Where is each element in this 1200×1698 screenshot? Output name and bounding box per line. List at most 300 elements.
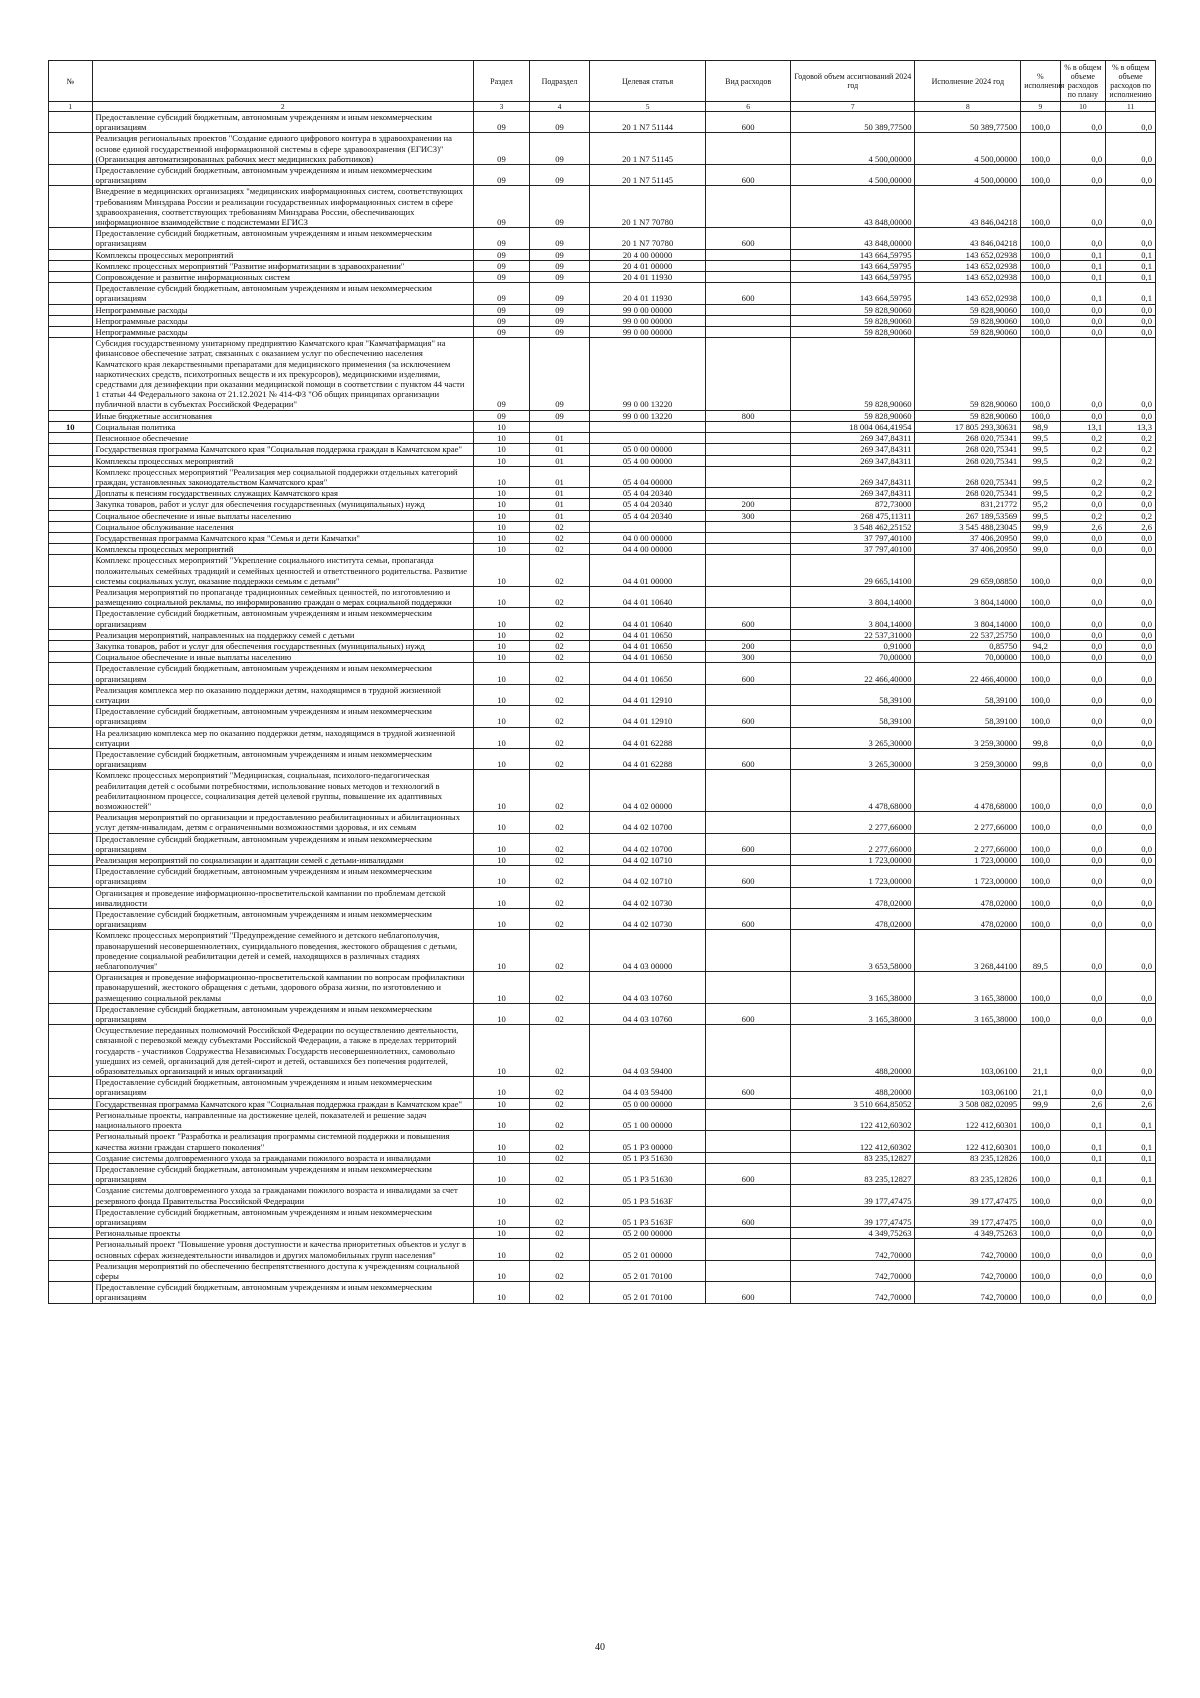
pct-share-exec-cell: 0,0 xyxy=(1106,930,1156,972)
annual-amount-cell: 742,70000 xyxy=(791,1260,915,1281)
section-cell: 10 xyxy=(473,544,529,555)
pct-execution-cell: 100,0 xyxy=(1021,249,1060,260)
pct-execution-cell: 100,0 xyxy=(1021,629,1060,640)
row-number-cell: 10 xyxy=(49,421,93,432)
pct-share-exec-cell: 0,1 xyxy=(1106,272,1156,283)
target-article-cell: 20 1 N7 51144 xyxy=(590,112,706,133)
pct-share-exec-cell: 13,3 xyxy=(1106,421,1156,432)
annual-amount-cell: 4 500,00000 xyxy=(791,133,915,165)
annual-amount-cell: 143 664,59795 xyxy=(791,272,915,283)
pct-execution-cell: 21,1 xyxy=(1021,1025,1060,1077)
execution-amount-cell: 103,06100 xyxy=(915,1077,1021,1098)
row-number-cell xyxy=(49,1260,93,1281)
execution-amount-cell: 37 406,20950 xyxy=(915,544,1021,555)
row-number-cell xyxy=(49,327,93,338)
annual-amount-cell: 488,20000 xyxy=(791,1025,915,1077)
pct-share-plan-cell: 0,0 xyxy=(1060,499,1106,510)
pct-share-plan-cell: 0,0 xyxy=(1060,833,1106,854)
pct-share-plan-cell: 0,0 xyxy=(1060,327,1106,338)
pct-share-plan-cell: 0,1 xyxy=(1060,1163,1106,1184)
target-article-cell: 04 4 01 10650 xyxy=(590,652,706,663)
annual-amount-cell: 122 412,60302 xyxy=(791,1109,915,1130)
pct-share-plan-cell: 0,0 xyxy=(1060,410,1106,421)
target-article-cell: 99 0 00 13220 xyxy=(590,410,706,421)
target-article-cell: 04 4 03 10760 xyxy=(590,972,706,1004)
budget-table-sheet xyxy=(48,60,1156,1304)
row-name-cell: Предоставление субсидий бюджетным, автономным учреждениям и иным некоммерческим организациям xyxy=(92,663,473,684)
row-number-cell xyxy=(49,663,93,684)
table-row xyxy=(49,421,1156,432)
target-article-cell: 05 2 01 70100 xyxy=(590,1282,706,1303)
execution-amount-cell: 143 652,02938 xyxy=(915,249,1021,260)
table-row xyxy=(49,866,1156,887)
pct-share-plan-cell: 0,1 xyxy=(1060,1152,1106,1163)
table-row xyxy=(49,909,1156,930)
table-row xyxy=(49,304,1156,315)
pct-execution-cell: 99,0 xyxy=(1021,532,1060,543)
execution-amount-cell: 143 652,02938 xyxy=(915,283,1021,304)
row-number-cell xyxy=(49,748,93,769)
target-article-cell: 05 4 04 20340 xyxy=(590,488,706,499)
pct-share-plan-cell: 0,2 xyxy=(1060,510,1106,521)
annual-amount-cell: 269 347,84311 xyxy=(791,455,915,466)
row-number-cell xyxy=(49,410,93,421)
execution-amount-cell: 2 277,66000 xyxy=(915,833,1021,854)
annual-amount-cell: 3 165,38000 xyxy=(791,1003,915,1024)
pct-share-exec-cell: 0,1 xyxy=(1106,260,1156,271)
section-cell: 09 xyxy=(473,410,529,421)
subsection-cell: 02 xyxy=(529,1185,589,1206)
execution-amount-cell: 122 412,60301 xyxy=(915,1131,1021,1152)
row-name-cell: Региональный проект "Повышение уровня доступности и качества приоритетных объектов и услуг в основных сферах жизнедеятельности инвалидов и других маломобильных групп населения" xyxy=(92,1239,473,1260)
pct-share-plan-cell: 0,0 xyxy=(1060,1025,1106,1077)
annual-amount-cell: 3 265,30000 xyxy=(791,748,915,769)
subsection-cell: 02 xyxy=(529,532,589,543)
table-row xyxy=(49,532,1156,543)
row-number-cell xyxy=(49,488,93,499)
pct-execution-cell: 100,0 xyxy=(1021,304,1060,315)
target-article-cell: 04 4 03 59400 xyxy=(590,1025,706,1077)
pct-share-exec-cell: 0,0 xyxy=(1106,338,1156,410)
row-number-cell xyxy=(49,1131,93,1152)
row-name-cell: Региональные проекты, направленные на достижение целей, показателей и решение задач национального проекта xyxy=(92,1109,473,1130)
pct-execution-cell: 100,0 xyxy=(1021,555,1060,587)
pct-share-plan-cell: 0,0 xyxy=(1060,544,1106,555)
section-cell: 09 xyxy=(473,260,529,271)
pct-execution-cell: 99,8 xyxy=(1021,748,1060,769)
pct-execution-cell: 100,0 xyxy=(1021,855,1060,866)
pct-share-plan-cell: 0,0 xyxy=(1060,652,1106,663)
subsection-cell: 02 xyxy=(529,833,589,854)
row-number-cell xyxy=(49,510,93,521)
row-name-cell: Социальная политика xyxy=(92,421,473,432)
target-article-cell: 04 4 02 10730 xyxy=(590,887,706,908)
expense-type-cell: 600 xyxy=(706,165,791,186)
expense-type-cell: 600 xyxy=(706,1003,791,1024)
row-number-cell xyxy=(49,866,93,887)
execution-amount-cell: 4 500,00000 xyxy=(915,133,1021,165)
table-row xyxy=(49,1025,1156,1077)
pct-share-plan-cell: 0,0 xyxy=(1060,186,1106,228)
expense-type-cell xyxy=(706,433,791,444)
section-cell: 10 xyxy=(473,510,529,521)
pct-share-plan-cell: 0,0 xyxy=(1060,972,1106,1004)
header-target: Целевая статья xyxy=(590,61,706,102)
target-article-cell: 20 1 N7 51145 xyxy=(590,165,706,186)
pct-execution-cell: 95,2 xyxy=(1021,499,1060,510)
expense-type-cell: 600 xyxy=(706,833,791,854)
expense-type-cell: 600 xyxy=(706,228,791,249)
row-number-cell xyxy=(49,532,93,543)
section-cell: 10 xyxy=(473,1025,529,1077)
pct-share-exec-cell: 0,0 xyxy=(1106,663,1156,684)
row-name-cell: Государственная программа Камчатского края "Семья и дети Камчатки" xyxy=(92,532,473,543)
pct-share-plan-cell: 0,2 xyxy=(1060,488,1106,499)
row-number-cell xyxy=(49,272,93,283)
pct-share-exec-cell: 0,0 xyxy=(1106,629,1156,640)
section-cell: 10 xyxy=(473,1228,529,1239)
row-name-cell: Предоставление субсидий бюджетным, автономным учреждениям и иным некоммерческим организациям xyxy=(92,1077,473,1098)
expense-type-cell xyxy=(706,1185,791,1206)
pct-share-plan-cell: 0,0 xyxy=(1060,770,1106,812)
execution-amount-cell: 268 020,75341 xyxy=(915,488,1021,499)
execution-amount-cell: 22 537,25750 xyxy=(915,629,1021,640)
expense-type-cell: 600 xyxy=(706,909,791,930)
subsection-cell: 09 xyxy=(529,304,589,315)
expense-type-cell xyxy=(706,532,791,543)
pct-share-exec-cell: 0,0 xyxy=(1106,555,1156,587)
annual-amount-cell: 488,20000 xyxy=(791,1077,915,1098)
row-name-cell: Комплекс процессных мероприятий "Медицинская, социальная, психолого-педагогическая реабилитация детей с особыми потребностями, использование новых методов и технологий в реабилитационном процессе, социализация детей целевой группы, повышение их адаптивных возможностей" xyxy=(92,770,473,812)
pct-execution-cell: 100,0 xyxy=(1021,866,1060,887)
row-name-cell: Социальное обеспечение и иные выплаты населению xyxy=(92,652,473,663)
row-name-cell: Закупка товаров, работ и услуг для обеспечения государственных (муниципальных) нужд xyxy=(92,640,473,651)
row-name-cell: Комплекс процессных мероприятий "Реализация мер социальной поддержки отдельных категорий граждан, установленных законодательством Камчатского края" xyxy=(92,466,473,487)
table-row xyxy=(49,770,1156,812)
expense-type-cell xyxy=(706,770,791,812)
row-number-cell xyxy=(49,586,93,607)
subsection-cell: 02 xyxy=(529,727,589,748)
row-number-cell xyxy=(49,1152,93,1163)
row-name-cell: Иные бюджетные ассигнования xyxy=(92,410,473,421)
row-name-cell: Реализация мероприятий по пропаганде традиционных семейных ценностей, по изготовлению и размещению социальной рекламы, по информированию граждан о мерах социальной поддержки xyxy=(92,586,473,607)
table-row xyxy=(49,521,1156,532)
pct-share-exec-cell: 0,0 xyxy=(1106,186,1156,228)
subsection-cell: 02 xyxy=(529,1163,589,1184)
row-name-cell: Предоставление субсидий бюджетным, автономным учреждениям и иным некоммерческим организациям xyxy=(92,228,473,249)
target-article-cell: 04 4 01 62288 xyxy=(590,727,706,748)
expense-type-cell xyxy=(706,327,791,338)
row-name-cell: Предоставление субсидий бюджетным, автономным учреждениям и иным некоммерческим организациям xyxy=(92,706,473,727)
pct-share-exec-cell: 0,0 xyxy=(1106,909,1156,930)
header-subsection: Подраздел xyxy=(529,61,589,102)
pct-execution-cell: 100,0 xyxy=(1021,186,1060,228)
annual-amount-cell: 58,39100 xyxy=(791,684,915,705)
pct-share-exec-cell: 0,1 xyxy=(1106,1131,1156,1152)
execution-amount-cell: 143 652,02938 xyxy=(915,272,1021,283)
execution-amount-cell: 43 846,04218 xyxy=(915,186,1021,228)
table-row xyxy=(49,727,1156,748)
execution-amount-cell: 3 804,14000 xyxy=(915,608,1021,629)
target-article-cell: 04 4 02 00000 xyxy=(590,770,706,812)
expense-type-cell xyxy=(706,544,791,555)
row-name-cell: Предоставление субсидий бюджетным, автономным учреждениям и иным некоммерческим организациям xyxy=(92,1206,473,1227)
subsection-cell: 02 xyxy=(529,1109,589,1130)
budget-execution-table xyxy=(48,60,1156,1304)
row-number-cell xyxy=(49,1109,93,1130)
expense-type-cell xyxy=(706,444,791,455)
row-name-cell: Реализация мероприятий по организации и предоставлению реабилитационных и абилитационных услуг детям-инвалидам, детям с ограниченными возможностями здоровья, и их семьям xyxy=(92,812,473,833)
target-article-cell: 04 0 00 00000 xyxy=(590,532,706,543)
pct-execution-cell: 100,0 xyxy=(1021,608,1060,629)
subsection-cell: 02 xyxy=(529,684,589,705)
pct-share-exec-cell: 0,0 xyxy=(1106,972,1156,1004)
pct-execution-cell: 100,0 xyxy=(1021,652,1060,663)
execution-amount-cell: 268 020,75341 xyxy=(915,444,1021,455)
pct-share-exec-cell: 0,2 xyxy=(1106,466,1156,487)
target-article-cell: 04 4 01 10650 xyxy=(590,663,706,684)
row-number-cell xyxy=(49,812,93,833)
subsection-cell xyxy=(529,421,589,432)
expense-type-cell: 600 xyxy=(706,706,791,727)
subsection-cell: 09 xyxy=(529,186,589,228)
row-number-cell xyxy=(49,133,93,165)
annual-amount-cell: 872,73000 xyxy=(791,499,915,510)
table-row xyxy=(49,510,1156,521)
execution-amount-cell: 39 177,47475 xyxy=(915,1185,1021,1206)
table-row xyxy=(49,249,1156,260)
subsection-cell: 02 xyxy=(529,1098,589,1109)
execution-amount-cell: 22 466,40000 xyxy=(915,663,1021,684)
annual-amount-cell: 478,02000 xyxy=(791,909,915,930)
execution-amount-cell: 83 235,12826 xyxy=(915,1152,1021,1163)
annual-amount-cell: 37 797,40100 xyxy=(791,532,915,543)
expense-type-cell: 600 xyxy=(706,112,791,133)
subsection-cell: 09 xyxy=(529,112,589,133)
pct-share-plan-cell: 0,0 xyxy=(1060,866,1106,887)
column-number-cell: 10 xyxy=(1060,102,1106,112)
pct-share-exec-cell: 0,0 xyxy=(1106,304,1156,315)
pct-execution-cell: 100,0 xyxy=(1021,272,1060,283)
target-article-cell: 20 4 01 11930 xyxy=(590,283,706,304)
section-cell: 09 xyxy=(473,327,529,338)
table-row xyxy=(49,1163,1156,1184)
section-cell: 10 xyxy=(473,455,529,466)
row-number-cell xyxy=(49,909,93,930)
annual-amount-cell: 1 723,00000 xyxy=(791,866,915,887)
column-number-cell: 7 xyxy=(791,102,915,112)
execution-amount-cell: 742,70000 xyxy=(915,1282,1021,1303)
subsection-cell: 01 xyxy=(529,433,589,444)
pct-share-exec-cell: 0,2 xyxy=(1106,433,1156,444)
row-number-cell xyxy=(49,499,93,510)
annual-amount-cell: 143 664,59795 xyxy=(791,283,915,304)
target-article-cell: 05 2 01 70100 xyxy=(590,1260,706,1281)
pct-execution-cell: 100,0 xyxy=(1021,112,1060,133)
pct-share-plan-cell: 0,0 xyxy=(1060,1185,1106,1206)
header-annual: Годовой объем ассигнований 2024 год xyxy=(791,61,915,102)
section-cell: 10 xyxy=(473,1152,529,1163)
pct-share-exec-cell: 0,0 xyxy=(1106,165,1156,186)
execution-amount-cell: 50 389,77500 xyxy=(915,112,1021,133)
annual-amount-cell: 742,70000 xyxy=(791,1239,915,1260)
pct-share-plan-cell: 0,0 xyxy=(1060,640,1106,651)
annual-amount-cell: 59 828,90060 xyxy=(791,410,915,421)
pct-execution-cell: 100,0 xyxy=(1021,770,1060,812)
row-name-cell: Региональные проекты xyxy=(92,1228,473,1239)
table-row xyxy=(49,410,1156,421)
subsection-cell: 09 xyxy=(529,228,589,249)
target-article-cell: 20 1 N7 70780 xyxy=(590,228,706,249)
subsection-cell: 09 xyxy=(529,327,589,338)
execution-amount-cell: 3 508 082,02095 xyxy=(915,1098,1021,1109)
row-name-cell: Региональный проект "Разработка и реализация программы системной поддержки и повышения качества жизни граждан старшего поколения" xyxy=(92,1131,473,1152)
section-cell: 09 xyxy=(473,228,529,249)
header-section: Раздел xyxy=(473,61,529,102)
row-number-cell xyxy=(49,652,93,663)
row-number-cell xyxy=(49,1003,93,1024)
annual-amount-cell: 83 235,12827 xyxy=(791,1163,915,1184)
expense-type-cell: 300 xyxy=(706,510,791,521)
row-number-cell xyxy=(49,112,93,133)
row-name-cell: Предоставление субсидий бюджетным, автономным учреждениям и иным некоммерческим организациям xyxy=(92,1003,473,1024)
row-name-cell: Внедрение в медицинских организациях "медицинских информационных систем, соответствующих требованиям Минздрава России и реализации государственных информационных систем в сфере здравоохранения, соответствующих требованиям Минздрава России, обеспечивающих информационное взаимодействие с подсистемами ЕГИСЗ xyxy=(92,186,473,228)
target-article-cell: 05 4 00 00000 xyxy=(590,455,706,466)
subsection-cell: 09 xyxy=(529,283,589,304)
row-number-cell xyxy=(49,304,93,315)
subsection-cell: 02 xyxy=(529,555,589,587)
pct-execution-cell: 100,0 xyxy=(1021,1163,1060,1184)
pct-share-exec-cell: 0,0 xyxy=(1106,833,1156,854)
annual-amount-cell: 269 347,84311 xyxy=(791,466,915,487)
header-name xyxy=(92,61,473,102)
table-row xyxy=(49,488,1156,499)
pct-execution-cell: 100,0 xyxy=(1021,338,1060,410)
pct-execution-cell: 100,0 xyxy=(1021,1109,1060,1130)
pct-share-plan-cell: 0,2 xyxy=(1060,433,1106,444)
header-pct-share-plan: % в общем объеме расходов по плану xyxy=(1060,61,1106,102)
target-article-cell: 05 4 04 20340 xyxy=(590,510,706,521)
execution-amount-cell: 83 235,12826 xyxy=(915,1163,1021,1184)
annual-amount-cell: 2 277,66000 xyxy=(791,812,915,833)
expense-type-cell xyxy=(706,586,791,607)
row-name-cell: Реализация региональных проектов "Создание единого цифрового контура в здравоохранении на основе единой государственной информационной системы в сфере здравоохранения (ЕГИСЗ)" (Организация автоматизированных рабочих мест медицинских работников) xyxy=(92,133,473,165)
execution-amount-cell: 3 165,38000 xyxy=(915,1003,1021,1024)
annual-amount-cell: 3 804,14000 xyxy=(791,586,915,607)
pct-execution-cell: 21,1 xyxy=(1021,1077,1060,1098)
pct-share-exec-cell: 0,1 xyxy=(1106,1152,1156,1163)
expense-type-cell xyxy=(706,466,791,487)
annual-amount-cell: 39 177,47475 xyxy=(791,1206,915,1227)
expense-type-cell xyxy=(706,1109,791,1130)
target-article-cell: 05 1 00 00000 xyxy=(590,1109,706,1130)
target-article-cell: 04 4 01 12910 xyxy=(590,706,706,727)
section-cell: 10 xyxy=(473,433,529,444)
section-cell: 10 xyxy=(473,1206,529,1227)
section-cell: 10 xyxy=(473,706,529,727)
row-name-cell: Создание системы долговременного ухода за гражданами пожилого возраста и инвалидами xyxy=(92,1152,473,1163)
expense-type-cell xyxy=(706,1260,791,1281)
row-name-cell: Комплекс процессных мероприятий "Предупреждение семейного и детского неблагополучия, правонарушений несовершеннолетних, суицидального поведения, жестокого обращения с детьми, проведение социальной реабилитации детей и семей, находящихся в различных стадиях неблагополучия" xyxy=(92,930,473,972)
annual-amount-cell: 83 235,12827 xyxy=(791,1152,915,1163)
pct-share-exec-cell: 0,2 xyxy=(1106,444,1156,455)
pct-share-exec-cell: 0,0 xyxy=(1106,544,1156,555)
pct-share-exec-cell: 0,0 xyxy=(1106,608,1156,629)
row-name-cell: Государственная программа Камчатского края "Социальная поддержка граждан в Камчатском крае" xyxy=(92,1098,473,1109)
column-number-cell: 8 xyxy=(915,102,1021,112)
annual-amount-cell: 3 510 664,85052 xyxy=(791,1098,915,1109)
execution-amount-cell: 1 723,00000 xyxy=(915,866,1021,887)
column-number-row xyxy=(49,102,1156,112)
row-number-cell xyxy=(49,972,93,1004)
table-body xyxy=(49,112,1156,1304)
row-name-cell: Предоставление субсидий бюджетным, автономным учреждениям и иным некоммерческим организациям xyxy=(92,1163,473,1184)
pct-share-plan-cell: 0,2 xyxy=(1060,466,1106,487)
pct-share-plan-cell: 0,0 xyxy=(1060,812,1106,833)
table-row xyxy=(49,629,1156,640)
subsection-cell: 02 xyxy=(529,855,589,866)
expense-type-cell xyxy=(706,629,791,640)
subsection-cell: 02 xyxy=(529,1206,589,1227)
execution-amount-cell: 103,06100 xyxy=(915,1025,1021,1077)
expense-type-cell xyxy=(706,930,791,972)
row-name-cell: Комплекс процессных мероприятий "Укрепление социального института семьи, пропаганда положительных семейных традиций и семейных ценностей и ответственного родительства. Развитие системы социальных услуг, оказание поддержки семьям с детьми" xyxy=(92,555,473,587)
annual-amount-cell: 43 848,00000 xyxy=(791,228,915,249)
execution-amount-cell: 3 259,30000 xyxy=(915,727,1021,748)
pct-share-plan-cell: 0,1 xyxy=(1060,283,1106,304)
section-cell: 09 xyxy=(473,133,529,165)
row-number-cell xyxy=(49,455,93,466)
pct-share-plan-cell: 0,0 xyxy=(1060,532,1106,543)
pct-share-exec-cell: 0,0 xyxy=(1106,1282,1156,1303)
section-cell: 10 xyxy=(473,521,529,532)
row-name-cell: Государственная программа Камчатского края "Социальная поддержка граждан в Камчатском крае" xyxy=(92,444,473,455)
subsection-cell: 02 xyxy=(529,629,589,640)
pct-share-plan-cell: 0,0 xyxy=(1060,663,1106,684)
pct-share-exec-cell: 0,0 xyxy=(1106,748,1156,769)
pct-share-exec-cell: 0,0 xyxy=(1106,1239,1156,1260)
pct-share-exec-cell: 0,0 xyxy=(1106,1077,1156,1098)
target-article-cell: 05 1 P3 51630 xyxy=(590,1163,706,1184)
pct-share-plan-cell: 0,0 xyxy=(1060,133,1106,165)
header-pct-exec: % исполнения xyxy=(1021,61,1060,102)
row-name-cell: Организация и проведение информационно-просветительской кампании по проблемам детской инвалидности xyxy=(92,887,473,908)
table-row xyxy=(49,833,1156,854)
target-article-cell: 04 4 01 10650 xyxy=(590,640,706,651)
table-row xyxy=(49,260,1156,271)
pct-execution-cell: 99,5 xyxy=(1021,433,1060,444)
target-article-cell: 05 0 00 00000 xyxy=(590,444,706,455)
execution-amount-cell: 268 020,75341 xyxy=(915,433,1021,444)
expense-type-cell xyxy=(706,1239,791,1260)
pct-share-exec-cell: 0,0 xyxy=(1106,315,1156,326)
expense-type-cell xyxy=(706,1131,791,1152)
annual-amount-cell: 59 828,90060 xyxy=(791,304,915,315)
target-article-cell xyxy=(590,521,706,532)
row-number-cell xyxy=(49,521,93,532)
pct-share-exec-cell: 0,0 xyxy=(1106,866,1156,887)
table-row xyxy=(49,186,1156,228)
expense-type-cell: 200 xyxy=(706,499,791,510)
pct-share-exec-cell: 0,0 xyxy=(1106,499,1156,510)
expense-type-cell: 600 xyxy=(706,283,791,304)
table-row xyxy=(49,1109,1156,1130)
target-article-cell: 05 1 P3 5163F xyxy=(590,1206,706,1227)
target-article-cell: 04 4 01 12910 xyxy=(590,684,706,705)
pct-share-exec-cell: 0,0 xyxy=(1106,727,1156,748)
row-name-cell: Социальное обеспечение и иные выплаты населению xyxy=(92,510,473,521)
row-name-cell: Организация и проведение информационно-просветительской кампании по вопросам профилактики правонарушений, жестокого обращения с детьми, здорового образа жизни, по изготовлению и размещению социальной рекламы xyxy=(92,972,473,1004)
